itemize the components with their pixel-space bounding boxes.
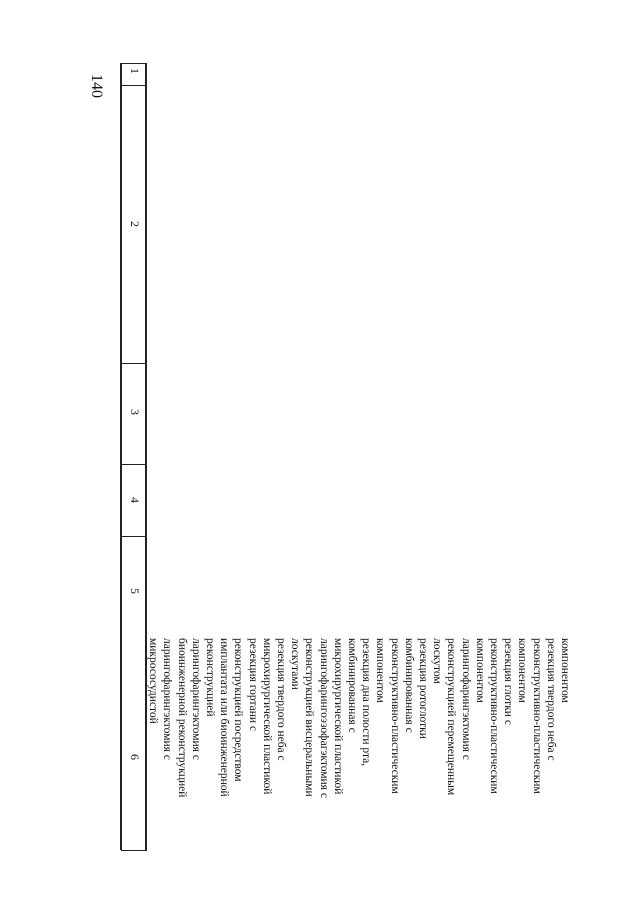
column-divider — [121, 536, 147, 537]
table-cell-line: микрохирургической пластикой — [260, 638, 273, 795]
table-cell-line: реконструкцией перемещенным — [445, 638, 458, 796]
table-cell-line: резекция твердого неба с — [544, 638, 557, 761]
table-cell-line: компонентом — [559, 638, 571, 703]
table-cell-line: микрохирургической пластикой — [331, 638, 344, 795]
column-number-3: 3 — [128, 409, 142, 415]
table-cell-line: ларингофарингэктомия с — [459, 638, 472, 760]
table-cell-line: реконструктивно-пластическим — [388, 638, 401, 794]
column-number-4: 4 — [128, 497, 142, 503]
table-cell-line: реконструкцией посредством — [232, 638, 245, 782]
table-cell-line: резекция дна полости рта, — [360, 638, 373, 767]
table-cell-line: биоинженерной реконструкцией — [175, 638, 188, 798]
column-number-1: 1 — [128, 68, 142, 74]
table-cell-line: реконструкцией висцеральными — [303, 638, 316, 797]
column-divider — [121, 63, 147, 64]
table-cell-line: резекция гортани с — [246, 638, 259, 732]
column-6-cell-text — [147, 638, 571, 888]
table-cell-line: компонентом — [516, 638, 529, 703]
table-cell-line: компонентом — [374, 638, 387, 703]
column-number-5: 5 — [128, 588, 142, 594]
table-cell-line: резекция глотки с — [502, 638, 515, 725]
table-cell-line: резекция ротоглотки — [417, 638, 429, 739]
table-cell-line: микрососудистой — [147, 638, 160, 724]
column-divider — [121, 363, 147, 364]
table-cell-line: имплантата или биоинженерной — [218, 638, 231, 797]
table-cell-line: реконструктивно-пластическим — [488, 638, 500, 794]
table-cell-line: лоскутами — [289, 638, 302, 690]
column-divider — [121, 850, 147, 851]
table-top-rule — [146, 63, 148, 850]
table-cell-line: реконструкцией — [204, 638, 216, 717]
table-cell-line: комбинированная с — [346, 638, 358, 733]
table-cell-line: ларингофарингэктомия с — [161, 638, 174, 760]
column-divider — [121, 85, 147, 86]
table-cell-line: ларингофарингэктомия с — [189, 638, 202, 760]
column-number-2: 2 — [128, 221, 142, 227]
column-number-6: 6 — [128, 754, 142, 760]
table-cell-line: комбинированная с — [402, 638, 415, 733]
table-cell-line: резекция твердого неба с — [275, 638, 287, 761]
table-cell-line: реконструктивно-пластическим — [530, 638, 543, 794]
column-divider — [121, 464, 147, 465]
table-cell-line: ларингофарингоэзофагэктомия с — [317, 638, 330, 798]
table-cell-line: компонентом — [473, 638, 486, 703]
table-cell-line: лоскутом — [431, 638, 444, 684]
table-header-bottom-rule — [121, 63, 123, 850]
page-number: 140 — [88, 74, 105, 98]
